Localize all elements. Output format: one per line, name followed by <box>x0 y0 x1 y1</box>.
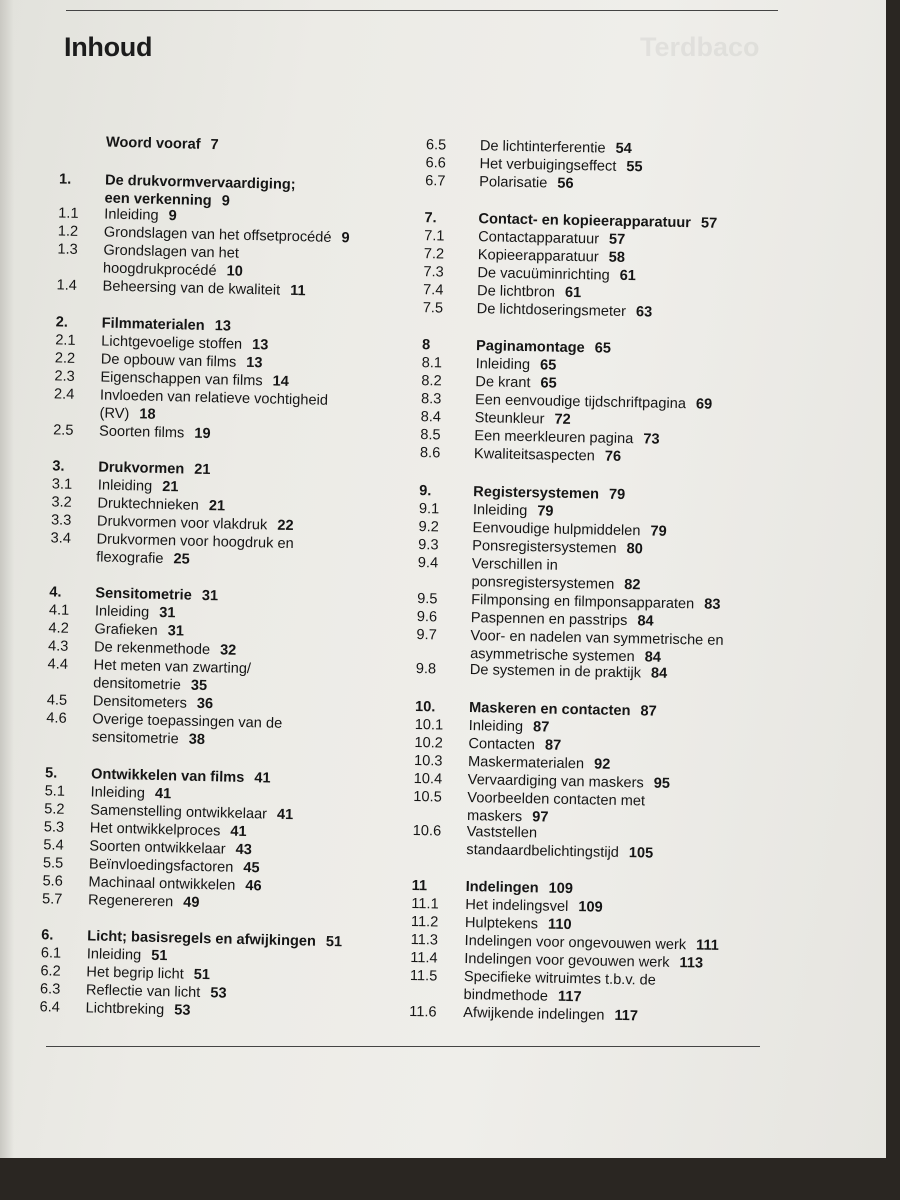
toc-page-number: 13 <box>246 354 263 372</box>
toc-entry-title-line: Steunkleur <box>474 410 545 428</box>
toc-entry-number: 9. <box>419 483 432 500</box>
toc-page-number: 65 <box>594 340 612 357</box>
toc-entry-title-line: Sensitometrie <box>95 585 193 604</box>
toc-entry-title-line: (RV) <box>99 405 130 423</box>
toc-page-number: 35 <box>190 677 208 695</box>
toc-page-number: 57 <box>608 231 626 248</box>
toc-entry-title-line: Voorbeelden contacten met <box>467 790 646 810</box>
toc-page-number: 87 <box>532 719 550 736</box>
toc-entry-title-line: Ontwikkelen van films <box>90 766 245 786</box>
toc-entry-number: 8.6 <box>419 445 441 462</box>
toc-entry-title-line: Contacten <box>468 736 536 754</box>
toc-page-number: 105 <box>628 845 654 862</box>
toc-page-number: 63 <box>635 304 653 321</box>
toc-entry-title-line: Inleiding <box>468 718 524 736</box>
toc-entry-number: 8.2 <box>421 373 442 390</box>
toc-entry-title-line: Inleiding <box>94 603 150 621</box>
toc-page-number: 79 <box>608 486 626 504</box>
toc-entry-title-line: Maskermaterialen <box>467 754 585 773</box>
toc-entry-number: 8.5 <box>420 427 441 444</box>
toc-page-number: 76 <box>604 448 622 465</box>
toc-entry-number: 2. <box>55 314 69 331</box>
toc-entry-title-line: Densitometers <box>92 693 188 712</box>
toc-entry-title <box>475 373 557 393</box>
toc-page-number: 38 <box>188 731 206 749</box>
toc-entry-title-line: De opbouw van films <box>100 351 237 371</box>
toc-page-number: 19 <box>194 425 211 443</box>
toc-entry-title-line: Inleiding <box>104 206 159 224</box>
toc-entry-title <box>473 501 554 521</box>
toc-page-number: 41 <box>254 770 271 787</box>
toc-entry-title-line: Het verbuigingseffect <box>479 156 617 175</box>
toc-page-number: 31 <box>159 604 176 622</box>
toc-entry-number: 1.4 <box>56 277 78 294</box>
toc-entry-title-line: Een eenvoudige tijdschriftpagina <box>474 392 687 413</box>
toc-entry-number: 6.7 <box>425 173 446 190</box>
toc-entry-number: 6.3 <box>39 981 61 998</box>
toc-entry-title-line: Drukvormen voor hoogdruk en <box>96 531 294 553</box>
toc-entry-title-line: Grafieken <box>94 621 158 639</box>
toc-page-number: 84 <box>644 649 662 666</box>
toc-entry-title-line: Eigenschappen van films <box>100 369 263 390</box>
toc-entry-title <box>479 173 574 193</box>
toc-entry-title-line: Regenereren <box>87 892 174 911</box>
toc-entry-title-line: Soorten films <box>98 423 185 442</box>
toc-page-number: 18 <box>139 406 156 423</box>
toc-page-number: 9 <box>221 193 230 210</box>
toc-entry-number: 7.5 <box>422 300 444 317</box>
toc-page-number: 49 <box>183 894 200 911</box>
toc-entry-title-line: Beïnvloedingsfactoren <box>88 856 234 876</box>
toc-entry-title-line: Voor- en nadelen van symmetrische en <box>470 628 724 649</box>
toc-entry-title-line: Beheersing van de kwaliteit <box>102 278 281 299</box>
toc-entry-title-line: Het indelingsvel <box>465 897 569 915</box>
toc-entry-number: 10. <box>414 699 436 716</box>
toc-entry-number: 11.3 <box>410 931 439 949</box>
toc-entry-number: 2.1 <box>55 332 76 349</box>
preface-label: Woord vooraf <box>105 134 201 153</box>
toc-page-number: 9 <box>168 208 177 225</box>
toc-entry-number: 6.6 <box>425 155 447 172</box>
toc-entry-title-line: Inleiding <box>90 784 146 802</box>
toc-page-number: 21 <box>208 498 226 515</box>
toc-entry-title <box>466 823 654 863</box>
toc-entry-title-line: De drukvormvervaardiging; <box>104 172 296 194</box>
toc-entry-number: 7. <box>424 210 437 227</box>
toc-entry-title-line: Soorten ontwikkelaar <box>89 838 226 858</box>
toc-entry-number: 9.1 <box>418 501 440 518</box>
toc-entry-number: 9.7 <box>416 627 437 644</box>
toc-entry-title-line: De systemen in de praktijk <box>469 662 642 682</box>
toc-entry-title <box>477 300 653 321</box>
toc-page-number: 65 <box>539 357 557 374</box>
toc-page-number: 14 <box>272 373 290 390</box>
toc-page-number: 84 <box>650 665 668 682</box>
toc-entry-number: 9.4 <box>417 555 439 572</box>
toc-page-number: 113 <box>679 955 704 972</box>
toc-entry-number: 10.1 <box>414 717 444 734</box>
toc-entry-title-line: De lichtbron <box>476 283 556 301</box>
toc-entry-number: 9.5 <box>417 591 438 608</box>
toc-entry-title <box>463 1004 638 1025</box>
toc-entry-number: 5. <box>44 765 58 782</box>
toc-entry-title-line: Contact- en kopieerapparatuur <box>478 211 692 232</box>
toc-entry-number: 11 <box>411 877 428 895</box>
toc-page-number: 43 <box>235 841 253 859</box>
toc-page-number: 51 <box>325 933 343 951</box>
toc-entry-number: 5.4 <box>43 837 64 854</box>
toc-page-number: 51 <box>193 966 211 984</box>
toc-entry-title <box>468 735 561 755</box>
preface-page-number: 7 <box>210 137 219 154</box>
toc-page-number: 21 <box>194 461 211 479</box>
toc-entry-number: 8.4 <box>420 409 442 426</box>
toc-entry-number: 3.1 <box>51 476 73 493</box>
toc-entry-title-line: Drukvormen <box>98 459 185 478</box>
toc-entry-title-line: Druktechnieken <box>97 495 200 514</box>
toc-page-number: 41 <box>154 785 172 803</box>
toc-entry-number: 5.3 <box>43 819 65 836</box>
toc-entry-title-line: standaardbelichtingstijd <box>466 842 620 861</box>
toc-page-number: 13 <box>251 337 269 354</box>
toc-entry-number: 4. <box>49 584 62 601</box>
toc-entry-number: 8.1 <box>421 355 443 372</box>
toc-page-number: 79 <box>537 503 554 520</box>
toc-entry-title-line: Hulptekens <box>464 915 539 933</box>
toc-entry-title-line: een verkenning <box>104 190 212 210</box>
toc-entry-number: 8.3 <box>420 391 442 408</box>
toc-entry-title <box>474 409 570 429</box>
toc-page-number: 45 <box>243 859 260 877</box>
toc-entry-title-line: Een meerkleuren pagina <box>474 428 634 448</box>
toc-page-number: 61 <box>619 267 637 285</box>
toc-page-number: 95 <box>653 775 671 792</box>
toc-entry-number: 7.1 <box>424 228 445 245</box>
toc-entry-title-line: Kopieerapparatuur <box>477 247 599 266</box>
toc-entry-number: 3.2 <box>51 494 72 511</box>
toc-entry-title-line: Paspennen en passtrips <box>470 610 628 630</box>
toc-entry-title-line: De lichtinterferentie <box>479 138 606 157</box>
toc-page-number: 46 <box>245 878 262 895</box>
toc-entry-title-line: Inleiding <box>97 477 153 495</box>
toc-entry-number: 9.8 <box>415 661 437 678</box>
toc-entry-title-line: Filmmaterialen <box>101 315 205 334</box>
toc-page-number: 92 <box>593 756 611 773</box>
toc-entry-title-line: Eenvoudige hulpmiddelen <box>472 520 641 540</box>
toc-entry-title <box>465 878 573 898</box>
toc-page-number: 57 <box>700 215 718 232</box>
toc-entry-number: 8 <box>421 337 431 354</box>
page-title: Inhoud <box>64 32 153 62</box>
toc-page-number: 22 <box>277 517 294 535</box>
toc-page-number: 109 <box>578 899 603 916</box>
toc-entry-title-line: Specifieke witruimtes t.b.v. de <box>463 968 657 989</box>
toc-entry-title-line: Lichtbreking <box>85 1000 165 1019</box>
toc-entry-number: 5.1 <box>44 783 66 800</box>
toc-page-number: 21 <box>162 478 179 496</box>
toc-entry-title-line: flexografie <box>95 549 164 568</box>
toc-page-number: 61 <box>564 284 582 302</box>
toc-entry-number: 4.6 <box>46 710 67 727</box>
toc-entry-title-line: Polarisatie <box>479 174 548 192</box>
toc-entry-title-line: Verschillen in <box>471 556 559 574</box>
toc-entry-title-line: Maskeren en contacten <box>468 700 631 720</box>
toc-entry-number: 6.1 <box>40 945 62 962</box>
toc-entry-title-line: Samenstelling ontwikkelaar <box>90 802 268 823</box>
toc-page-number: 73 <box>643 431 660 448</box>
toc-entry-title-line: Reflectie van licht <box>85 982 201 1002</box>
toc-page-number: 80 <box>626 541 643 558</box>
toc-entry-number: 7.3 <box>423 264 444 281</box>
toc-page-number: 117 <box>557 988 582 1006</box>
toc-entry-title-line: hoogdrukprocédé <box>102 260 217 280</box>
toc-page-number: 110 <box>547 916 572 934</box>
toc-entry-title <box>463 968 656 1008</box>
toc-entry-title-line: De rekenmethode <box>93 639 211 659</box>
toc-page-number: 31 <box>201 587 219 605</box>
toc-page-number: 54 <box>615 140 632 158</box>
toc-page-number: 9 <box>341 230 350 247</box>
toc-entry-title-line: Indelingen <box>465 879 539 897</box>
toc-entry-number: 10.2 <box>414 735 443 752</box>
toc-entry-title-line: Filmponsing en filmponsapparaten <box>471 592 695 613</box>
toc-entry-number: 2.5 <box>52 422 74 439</box>
toc-entry-title-line: Overige toepassingen van de <box>92 711 283 732</box>
toc-page-number: 65 <box>540 375 557 392</box>
toc-entry-title <box>465 914 572 934</box>
toc-page-number: 13 <box>214 318 232 335</box>
toc-page-number: 10 <box>226 263 243 280</box>
toc-entry-title-line: Ponsregistersystemen <box>472 538 617 557</box>
toc-page-number: 87 <box>640 703 657 720</box>
toc-page-number: 82 <box>624 577 641 594</box>
toc-entry-title-line: ponsregistersystemen <box>471 574 615 593</box>
toc-entry-number: 11.4 <box>410 949 438 967</box>
toc-entry-title-line: De krant <box>475 374 531 392</box>
toc-entry-number: 9.3 <box>418 537 439 554</box>
toc-entry-number: 1. <box>58 171 72 188</box>
toc-page-number: 51 <box>150 947 168 965</box>
toc-entry-number: 11.5 <box>409 967 438 985</box>
toc-entry-title-line: densitometrie <box>93 675 181 694</box>
toc-entry-number: 7.2 <box>423 246 445 263</box>
toc-entry-title-line: Kwaliteitsaspecten <box>473 446 595 465</box>
toc-entry-title-line: Inleiding <box>475 356 531 374</box>
toc-entry-number: 6.4 <box>39 999 61 1016</box>
toc-entry-title-line: bindmethode <box>463 986 549 1005</box>
toc-entry-number: 10.6 <box>412 822 442 840</box>
toc-entry-number: 2.3 <box>54 368 75 385</box>
toc-page-number: 36 <box>196 695 214 713</box>
toc-entry-title <box>471 555 641 594</box>
toc-entry-title-line: asymmetrische systemen <box>469 646 635 666</box>
toc-entry-title-line: Invloeden van relatieve vochtigheid <box>99 387 329 409</box>
toc-entry-number: 5.5 <box>42 855 64 872</box>
toc-page-number: 97 <box>532 809 549 826</box>
toc-entry-number: 7.4 <box>422 282 444 299</box>
toc-entry-title <box>476 355 557 375</box>
toc-page-number: 25 <box>173 551 190 568</box>
toc-page-number: 41 <box>276 806 294 824</box>
toc-entry-number: 3.3 <box>50 512 72 529</box>
toc-entry-title-line: Het begrip licht <box>86 964 184 983</box>
toc-page-number: 117 <box>614 1007 639 1025</box>
show-through-text: Terdbaco <box>640 32 760 62</box>
toc-entry-title-line: Paginamontage <box>475 338 585 357</box>
toc-page-number: 79 <box>650 523 667 540</box>
toc-page-number: 69 <box>695 396 713 413</box>
toc-entry-number: 3. <box>52 458 65 475</box>
toc-page-number: 53 <box>210 985 227 1002</box>
toc-entry-title-line: Inleiding <box>472 502 528 520</box>
toc-entry-number: 4.1 <box>48 602 70 619</box>
toc-entry-title-line: Vaststellen <box>466 824 538 842</box>
toc-entry-title-line: De lichtdoseringsmeter <box>476 301 627 320</box>
toc-page-number: 87 <box>544 737 562 754</box>
toc-entry-title-line: Registersystemen <box>473 484 600 503</box>
toc-entry-title <box>477 282 581 302</box>
toc-entry-number: 6. <box>41 927 54 944</box>
toc-entry-title-line: Machinaal ontwikkelen <box>88 874 236 894</box>
toc-page-number: 32 <box>219 642 237 659</box>
bottom-rule <box>46 1046 760 1047</box>
toc-entry-title-line: sensitometrie <box>91 729 179 748</box>
toc-entry-title-line: Grondslagen van het <box>103 242 240 262</box>
toc-entry-title-line: maskers <box>466 808 523 826</box>
toc-entry-title-line: Het meten van zwarting/ <box>93 657 252 678</box>
toc-entry-title-line: Drukvormen voor vlakdruk <box>96 513 268 534</box>
toc-entry-number: 2.4 <box>53 386 75 403</box>
toc-page-number: 111 <box>695 937 719 954</box>
toc-page-number: 83 <box>704 596 721 613</box>
toc-entry-number: 6.5 <box>425 137 447 154</box>
toc-page-number: 58 <box>608 249 626 266</box>
toc-entry-number: 11.1 <box>411 895 439 913</box>
toc-entry-title-line: Grondslagen van het offsetprocédé <box>103 224 332 246</box>
toc-page-number: 56 <box>557 175 574 192</box>
toc-entry-number: 10.4 <box>413 770 443 788</box>
toc-entry-title-line: Indelingen voor ongevouwen werk <box>464 933 687 954</box>
toc-page-number: 72 <box>554 411 571 428</box>
toc-entry-number: 3.4 <box>50 530 72 547</box>
toc-page-number: 41 <box>230 823 247 841</box>
toc-entry-number: 9.6 <box>416 609 438 626</box>
toc-entry-title-line: Vervaardiging van maskers <box>467 772 644 792</box>
toc-page-number: 31 <box>167 623 185 640</box>
toc-entry-number: 4.2 <box>48 620 69 637</box>
toc-entry-number: 5.2 <box>44 801 65 818</box>
toc-entry-number: 5.6 <box>42 873 64 890</box>
toc-entry-number: 1.2 <box>57 223 79 240</box>
toc-entry-title <box>470 661 668 683</box>
toc-page-number: 84 <box>637 613 654 630</box>
toc-entry-title-line: Licht; basisregels en afwijkingen <box>87 928 317 950</box>
toc-entry-number: 5.7 <box>41 891 63 908</box>
toc-entry-title-line: Inleiding <box>86 946 142 964</box>
toc-entry-title <box>469 717 550 737</box>
toc-entry-title-line: Lichtgevoelige stoffen <box>101 333 243 353</box>
toc-entry-title <box>474 445 621 466</box>
toc-entry-number: 1.1 <box>58 205 79 222</box>
toc-entry-number: 6.2 <box>40 963 61 980</box>
toc-entry-number: 10.3 <box>413 753 443 770</box>
toc-entry-title-line: De vacuüminrichting <box>477 265 610 284</box>
toc-entry-number: 1.3 <box>57 241 78 258</box>
toc-entry-number: 4.4 <box>47 656 69 673</box>
toc-entry-number: 9.2 <box>418 519 440 536</box>
toc-page-number: 55 <box>626 158 643 176</box>
toc-entry-title-line: Contactapparatuur <box>477 229 600 248</box>
toc-entry-title-line: Het ontwikkelproces <box>89 820 221 840</box>
toc-entry-number: 4.3 <box>47 638 69 655</box>
toc-entry-number: 10.5 <box>413 788 442 806</box>
toc-page-number: 53 <box>174 1002 191 1019</box>
toc-entry-number: 4.5 <box>46 692 68 709</box>
toc-entry-number: 2.2 <box>54 350 76 367</box>
toc-entry-title-line: Afwijkende indelingen <box>463 1004 605 1024</box>
toc-entry-number: 11.2 <box>410 913 439 931</box>
toc-page-number: 11 <box>289 282 306 300</box>
toc-entry-title-line: Indelingen voor gevouwen werk <box>464 951 670 971</box>
toc-entry-number: 11.6 <box>409 1003 437 1021</box>
toc-entry-title <box>467 789 645 828</box>
toc-page-number: 109 <box>548 880 574 898</box>
